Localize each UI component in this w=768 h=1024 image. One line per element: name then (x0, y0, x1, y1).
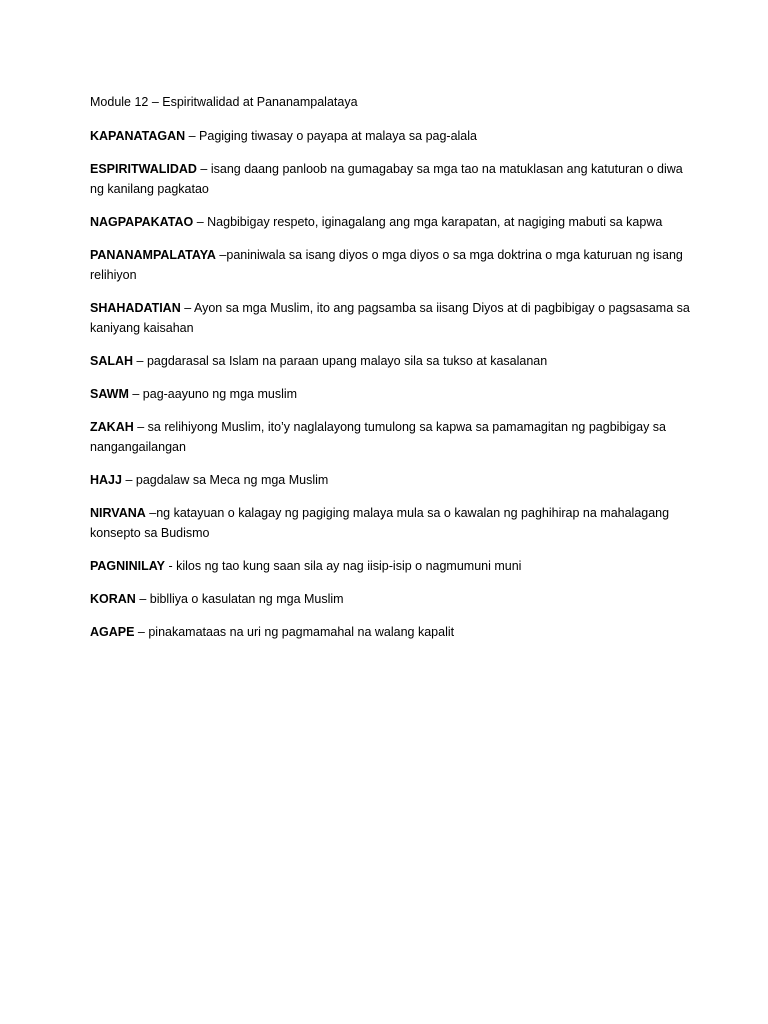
glossary-entry-shahadatian (90, 298, 690, 338)
document-title: Module 12 – Espiritwalidad at Pananampalataya (90, 95, 358, 109)
entry-definition: – pag-aayuno ng mga muslim (128, 387, 298, 401)
glossary-entry-nirvana (90, 503, 690, 543)
glossary-entry-salah (90, 351, 690, 371)
entry-definition: – pinakamataas na uri ng pagmamahal na walang kapalit (134, 625, 455, 639)
glossary-entry-agape (90, 622, 690, 642)
entry-definition: – biblliya o kasulatan ng mga Muslim (135, 592, 344, 606)
entry-definition: – pagdarasal sa Islam na paraan upang malayo sila sa tukso at kasalanan (133, 354, 548, 368)
document-page (90, 93, 690, 655)
entry-definition: – Ayon sa mga Muslim, ito ang pagsamba sa iisang Diyos at di pagbibigay o pagsasama sa kaniyang kaisahan (90, 301, 690, 335)
entry-term: NIRVANA (90, 506, 146, 520)
entry-term: SAWM (90, 387, 129, 401)
entry-term: AGAPE (90, 625, 135, 639)
glossary-entry-hajj (90, 470, 690, 490)
entry-definition: - kilos ng tao kung saan sila ay nag iisip-isip o nagmumuni muni (165, 559, 522, 573)
glossary-entry-kapanatagan (90, 126, 690, 146)
glossary-entry-koran (90, 589, 690, 609)
entry-term: ESPIRITWALIDAD (90, 162, 197, 176)
entry-term: KAPANATAGAN (90, 129, 186, 143)
glossary-entry-zakah (90, 417, 690, 457)
entry-term: NAGPAPAKATAO (90, 215, 194, 229)
glossary-entry-pagninilay (90, 556, 690, 576)
entry-definition: – pagdalaw sa Meca ng mga Muslim (121, 473, 329, 487)
entry-term: KORAN (90, 592, 136, 606)
entry-definition: – isang daang panloob na gumagabay sa mga tao na matuklasan ang katuturan o diwa ng kanilang pagkatao (90, 162, 683, 196)
entry-term: PANANAMPALATAYA (90, 248, 216, 262)
entry-term: ZAKAH (90, 420, 134, 434)
entry-term: SHAHADATIAN (90, 301, 181, 315)
entry-definition: –ng katayuan o kalagay ng pagiging malaya mula sa o kawalan ng paghihirap na mahalagang konsepto sa Budismo (90, 506, 670, 540)
glossary-entry-pananampalataya (90, 245, 690, 285)
entry-definition: –paniniwala sa isang diyos o mga diyos o sa mga doktrina o mga katuruan ng isang relihiyon (90, 248, 683, 282)
entry-definition: – Nagbibigay respeto, iginagalang ang mga karapatan, at nagiging mabuti sa kapwa (193, 215, 663, 229)
entry-definition: – Pagiging tiwasay o payapa at malaya sa pag-alala (185, 129, 477, 143)
glossary-entry-espiritwalidad (90, 159, 690, 199)
entry-term: PAGNINILAY (90, 559, 166, 573)
entry-term: HAJJ (90, 473, 122, 487)
glossary-entry-nagpapakatao (90, 212, 690, 232)
glossary-entry-sawm (90, 384, 690, 404)
entry-definition: – sa relihiyong Muslim, ito’y naglalayong tumulong sa kapwa sa pamamagitan ng pagbibigay sa nangangailangan (90, 420, 667, 454)
entry-term: SALAH (90, 354, 134, 368)
